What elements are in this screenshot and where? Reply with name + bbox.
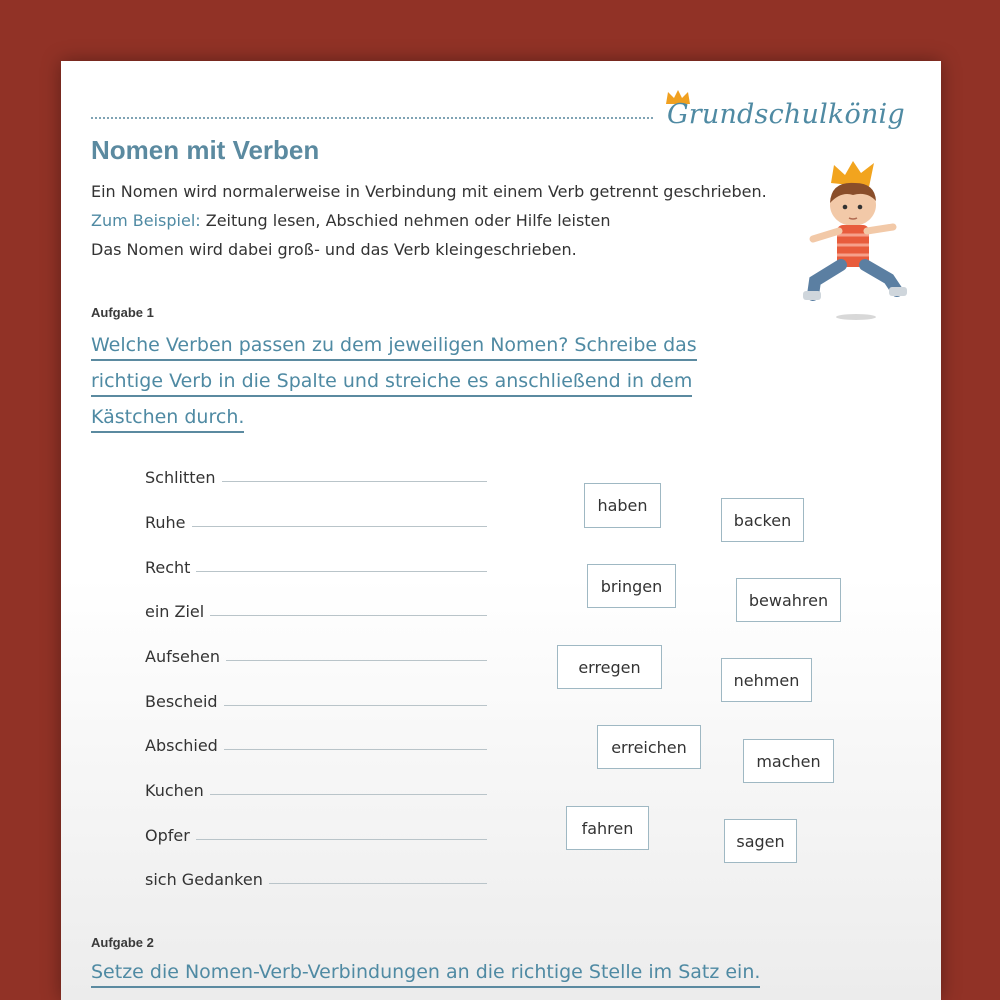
noun-row <box>145 640 487 666</box>
answer-line[interactable] <box>222 481 487 482</box>
answer-line[interactable] <box>224 749 487 750</box>
noun-label: Ruhe <box>145 513 186 532</box>
answer-line[interactable] <box>224 705 487 706</box>
task1-instruction <box>91 327 741 435</box>
noun-label: sich Gedanken <box>145 870 263 889</box>
noun-row <box>145 595 487 621</box>
verb-box[interactable]: erreichen <box>597 725 701 769</box>
task1-line-3: Kästchen durch. <box>91 406 244 433</box>
noun-row <box>145 774 487 800</box>
intro-line-1: Ein Nomen wird normalerweise in Verbindung mit einem Verb getrennt geschrieben. <box>91 182 767 201</box>
task1-line-1: Welche Verben passen zu dem jeweiligen Nomen? Schreibe das <box>91 334 697 361</box>
page-title: Nomen mit Verben <box>91 135 320 165</box>
noun-row <box>145 819 487 845</box>
answer-line[interactable] <box>226 660 487 661</box>
task1-label: Aufgabe 1 <box>91 305 154 320</box>
task1-line-2: richtige Verb in die Spalte und streiche es anschließend in dem <box>91 370 692 397</box>
example-label: Zum Beispiel: <box>91 211 201 230</box>
verb-box[interactable]: bringen <box>587 564 676 608</box>
answer-line[interactable] <box>196 571 487 572</box>
answer-line[interactable] <box>196 839 487 840</box>
verb-box[interactable]: sagen <box>724 819 797 863</box>
verb-box[interactable]: erregen <box>557 645 662 689</box>
verb-box[interactable]: haben <box>584 483 661 528</box>
noun-row <box>145 685 487 711</box>
task2-instruction <box>91 961 851 983</box>
noun-label: Bescheid <box>145 692 218 711</box>
verb-box[interactable]: backen <box>721 498 804 542</box>
noun-label: Kuchen <box>145 781 204 800</box>
noun-label: ein Ziel <box>145 602 205 621</box>
noun-row <box>145 461 487 487</box>
noun-label: Aufsehen <box>145 647 221 666</box>
noun-row <box>145 551 487 577</box>
brand-logo: Grundschulkönig <box>667 99 905 130</box>
noun-label: Recht <box>145 558 191 577</box>
boy-illustration <box>801 161 911 326</box>
answer-line[interactable] <box>269 883 487 884</box>
noun-row <box>145 506 487 532</box>
header-dotted-line <box>91 117 653 119</box>
verb-box[interactable]: bewahren <box>736 578 841 622</box>
intro-line-3: Das Nomen wird dabei groß- und das Verb kleingeschrieben. <box>91 240 577 259</box>
answer-line[interactable] <box>210 794 487 795</box>
noun-label: Schlitten <box>145 468 216 487</box>
task2-label: Aufgabe 2 <box>91 935 154 950</box>
example-text: Zeitung lesen, Abschied nehmen oder Hilfe leisten <box>205 211 611 230</box>
noun-row <box>145 729 487 755</box>
intro-text <box>91 177 811 264</box>
worksheet-page <box>61 61 941 1000</box>
noun-label: Abschied <box>145 736 218 755</box>
answer-line[interactable] <box>210 615 487 616</box>
task2-text: Setze die Nomen-Verb-Verbindungen an die richtige Stelle im Satz ein. <box>91 961 760 988</box>
verb-box[interactable]: machen <box>743 739 834 783</box>
intro-line-2 <box>91 206 811 235</box>
noun-row <box>145 863 487 889</box>
verb-box[interactable]: fahren <box>566 806 649 850</box>
answer-line[interactable] <box>192 526 487 527</box>
noun-label: Opfer <box>145 826 190 845</box>
verb-box[interactable]: nehmen <box>721 658 812 702</box>
